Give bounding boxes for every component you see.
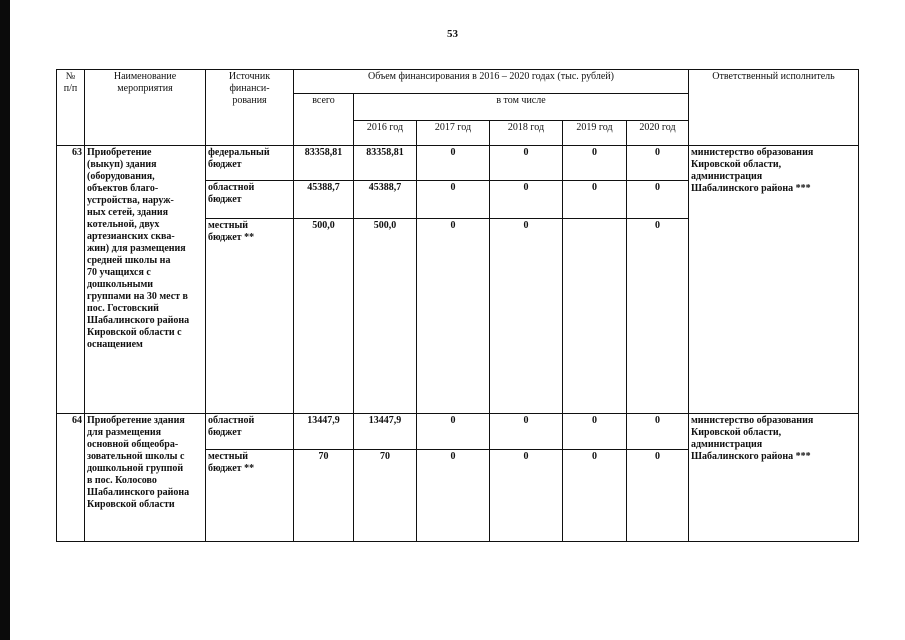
amount-total: 500,0: [294, 219, 354, 414]
header-col-including: в том числе: [354, 94, 689, 121]
table-row: [57, 146, 859, 181]
funding-source: местный бюджет **: [206, 219, 294, 414]
amount-2017: 0: [417, 414, 490, 450]
amount-2018: 0: [490, 146, 563, 181]
amount-2020: 0: [627, 146, 689, 181]
amount-2017: 0: [417, 219, 490, 414]
amount-2020: 0: [627, 414, 689, 450]
amount-2016: 70: [354, 450, 417, 542]
amount-total: 83358,81: [294, 146, 354, 181]
amount-2017: 0: [417, 450, 490, 542]
amount-2018: 0: [490, 414, 563, 450]
amount-total: 13447,9: [294, 414, 354, 450]
header-col-volume: Объем финансирования в 2016 – 2020 годах (тыс. рублей): [294, 70, 689, 94]
amount-2018: 0: [490, 181, 563, 219]
financing-table: [56, 69, 859, 542]
amount-2016: 13447,9: [354, 414, 417, 450]
header-col-no: № п/п: [57, 70, 85, 146]
amount-2019: 0: [563, 146, 627, 181]
header-year-2017: 2017 год: [417, 121, 490, 146]
funding-source: федеральный бюджет: [206, 146, 294, 181]
funding-source: областной бюджет: [206, 181, 294, 219]
amount-2016: 500,0: [354, 219, 417, 414]
header-col-source: Источник финанси- рования: [206, 70, 294, 146]
header-row-1: [57, 70, 859, 94]
amount-2019: 0: [563, 450, 627, 542]
page-number: 53: [447, 28, 458, 40]
amount-2017: 0: [417, 181, 490, 219]
header-year-2016: 2016 год: [354, 121, 417, 146]
amount-total: 45388,7: [294, 181, 354, 219]
amount-2020: 0: [627, 219, 689, 414]
amount-2019: [563, 219, 627, 414]
amount-2016: 45388,7: [354, 181, 417, 219]
header-year-2018: 2018 год: [490, 121, 563, 146]
amount-total: 70: [294, 450, 354, 542]
header-col-total: всего: [294, 94, 354, 146]
responsible-executor: министерство образования Кировской области, администрация Шабалинского района ***: [689, 146, 859, 414]
amount-2019: 0: [563, 181, 627, 219]
item-name: Приобретение здания для размещения основной общеобра- зовательной школы с дошкольной группой в пос. Колосово Шабалинского района Кировской области: [85, 414, 206, 542]
table-row: [57, 414, 859, 450]
amount-2019: 0: [563, 414, 627, 450]
amount-2016: 83358,81: [354, 146, 417, 181]
amount-2018: 0: [490, 450, 563, 542]
amount-2018: 0: [490, 219, 563, 414]
funding-source: местный бюджет **: [206, 450, 294, 542]
amount-2020: 0: [627, 450, 689, 542]
item-number: 64: [57, 414, 85, 542]
header-year-2020: 2020 год: [627, 121, 689, 146]
header-col-name: Наименование мероприятия: [85, 70, 206, 146]
scan-edge-bar: [0, 0, 10, 640]
header-year-2019: 2019 год: [563, 121, 627, 146]
amount-2020: 0: [627, 181, 689, 219]
amount-2017: 0: [417, 146, 490, 181]
item-number: 63: [57, 146, 85, 414]
responsible-executor: министерство образования Кировской области, администрация Шабалинского района ***: [689, 414, 859, 542]
funding-source: областной бюджет: [206, 414, 294, 450]
item-name: Приобретение (выкуп) здания (оборудования, объектов благо- устройства, наруж- ных сетей, здания котельной, двух артезианских сква- жин) для размещения средней школы на 70 учащихся с дошкольными группами на 30 мест в пос. Гостовский Шабалинского района Кировской области с оснащением: [85, 146, 206, 414]
header-col-executor: Ответственный исполнитель: [689, 70, 859, 146]
